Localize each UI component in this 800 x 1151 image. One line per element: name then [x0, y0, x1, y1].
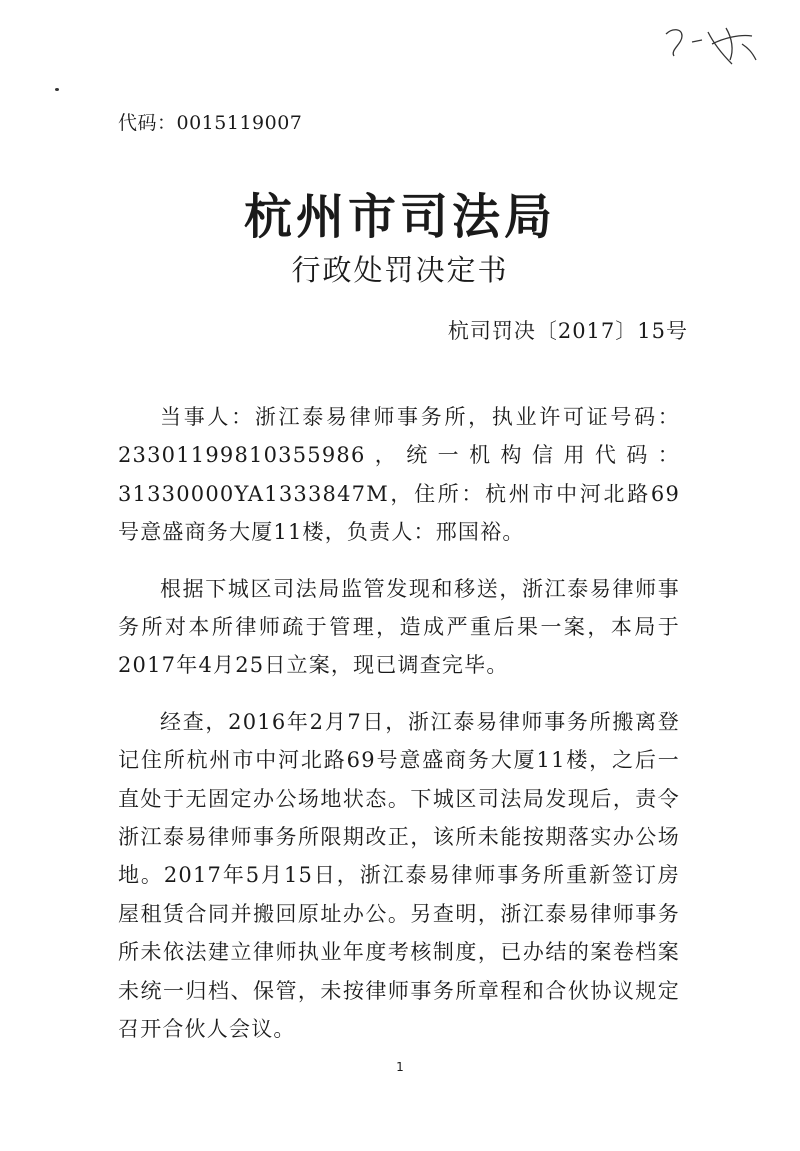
document-code: 代码：0015119007 [118, 112, 303, 134]
scan-speck [55, 88, 59, 91]
document-body [118, 398, 680, 1067]
page-number: 1 [396, 1060, 404, 1074]
handwritten-annotation-icon [652, 14, 772, 74]
paragraph-party: 当事人：浙江泰易律师事务所，执业许可证号码：23301199810355986，统一机构信用代码：31330000YA1333847M，住所：杭州市中河北路69号意盛商务大厦11楼，负责人：邢国裕。 [118, 405, 680, 545]
document-number: 杭司罚决〔2017〕15号 [447, 319, 688, 343]
paragraph-case-filing: 根据下城区司法局监管发现和移送，浙江泰易律师事务所对本所律师疏于管理，造成严重后果一案，本局于2017年4月25日立案，现已调查完毕。 [118, 576, 680, 678]
document-subtitle: 行政处罚决定书 [291, 253, 509, 287]
paragraph-findings: 经查，2016年2月7日，浙江泰易律师事务所搬离登记住所杭州市中河北路69号意盛商务大厦11楼，之后一直处于无固定办公场地状态。下城区司法局发现后，责令浙江泰易律师事务所限期改正，该所未能按期落实办公场地。2017年5月15日，浙江泰易律师事务所重新签订房屋租赁合同并搬回原址办公。另查明，浙江泰易律师事务所未依法建立律师执业年度考核制度，已办结的案卷档案未统一归档、保管，未按律师事务所章程和合伙协议规定召开合伙人会议。 [118, 709, 680, 1042]
page-title: 杭州市司法局 [243, 189, 556, 245]
